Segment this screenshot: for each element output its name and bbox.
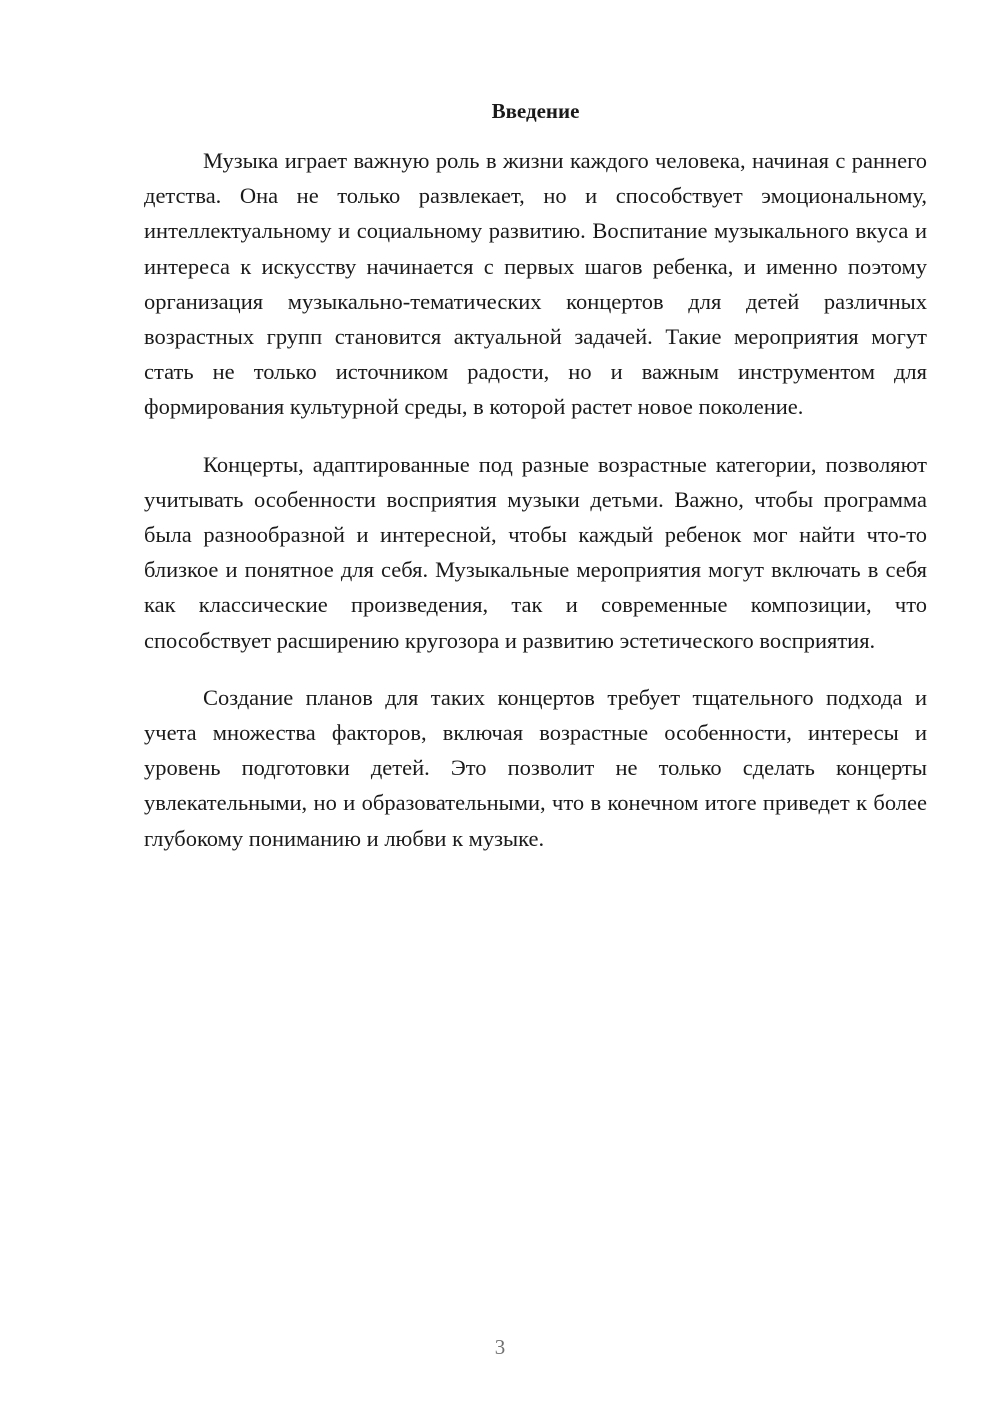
document-body (144, 143, 927, 878)
paragraph-1: Музыка играет важную роль в жизни каждого человека, начиная с раннего детства. Она не только развлекает, но и способствует эмоциональному, интеллектуальному и социальному развитию. Воспитание музыкального вкуса и интереса к искусству начинается с первых шагов ребенка, и именно поэтому организация музыкально-тематических концертов для детей различных возрастных групп становится актуальной задачей. Такие мероприятия могут стать не только источником радости, но и важным инструментом для формирования культурной среды, в которой растет новое поколение. (144, 148, 927, 420)
section-heading: Введение (491, 99, 580, 123)
paragraph-2: Концерты, адаптированные под разные возрастные категории, позволяют учитывать особенности восприятия музыки детьми. Важно, чтобы программа была разнообразной и интересной, чтобы каждый ребенок мог найти что-то близкое и понятное для себя. Музыкальные мероприятия могут включать в себя как классические произведения, так и современные композиции, что способствует расширению кругозора и развитию эстетического восприятия. (144, 451, 927, 653)
page-number: 3 (494, 1335, 506, 1359)
paragraph-3: Создание планов для таких концертов требует тщательного подхода и учета множества факторов, включая возрастные особенности, интересы и уровень подготовки детей. Это позволит не только сделать концерты увлекательными, но и образовательными, что в конечном итоге приведет к более глубокому пониманию и любви к музыке. (144, 684, 927, 851)
